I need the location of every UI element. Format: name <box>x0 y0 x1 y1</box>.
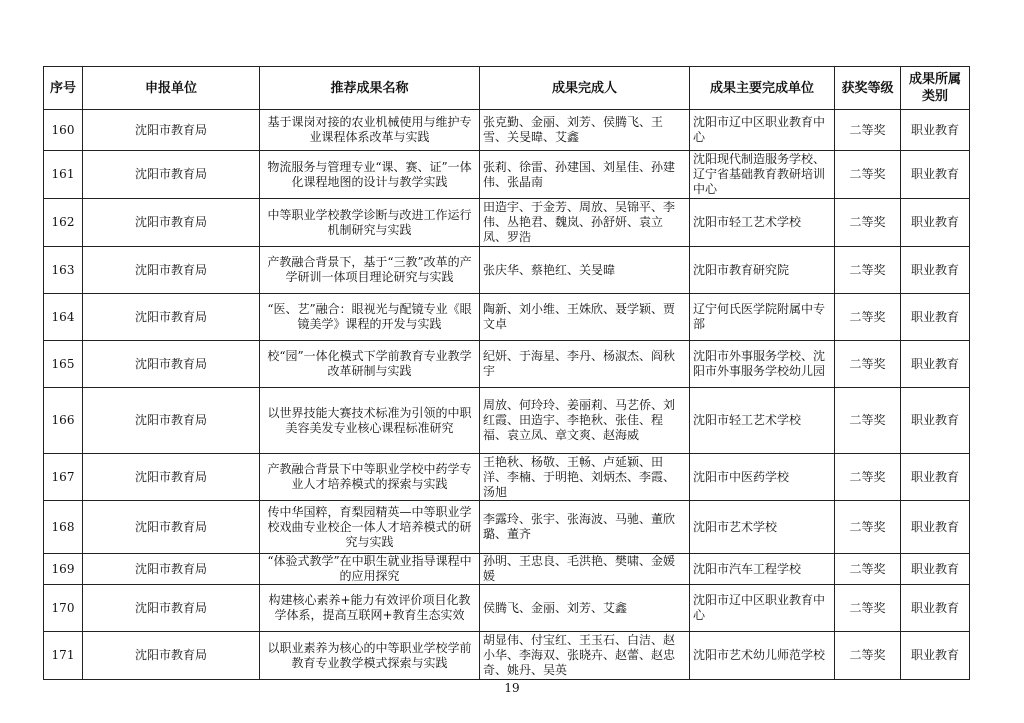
row-unit: 沈阳市教育局 <box>83 632 260 680</box>
row-organization: 沈阳现代制造服务学校、辽宁省基础教育教研培训中心 <box>690 151 835 199</box>
row-category: 职业教育 <box>901 294 970 341</box>
row-category: 职业教育 <box>901 199 970 247</box>
row-achievement-name: “医、艺”融合：眼视光与配镜专业《眼镜美学》课程的开发与实践 <box>260 294 480 341</box>
row-organization: 沈阳市中医药学校 <box>690 454 835 501</box>
row-category: 职业教育 <box>901 454 970 501</box>
page-number: 19 <box>504 681 520 695</box>
row-unit: 沈阳市教育局 <box>83 454 260 501</box>
row-number: 170 <box>44 585 83 632</box>
row-category: 职业教育 <box>901 151 970 199</box>
row-achievement-name: 基于课岗对接的农业机械使用与维护专业课程体系改革与实践 <box>260 110 480 151</box>
row-award-level: 二等奖 <box>835 151 901 199</box>
table-row <box>44 247 970 294</box>
row-unit: 沈阳市教育局 <box>83 388 260 454</box>
row-unit: 沈阳市教育局 <box>83 294 260 341</box>
row-award-level: 二等奖 <box>835 632 901 680</box>
row-organization: 辽宁何氏医学院附属中专部 <box>690 294 835 341</box>
table-row <box>44 554 970 585</box>
row-organization: 沈阳市轻工艺术学校 <box>690 388 835 454</box>
row-people: 胡显伟、付宝红、王玉石、白洁、赵小华、李海双、张晓卉、赵蕾、赵忠奇、姚丹、吴英 <box>480 632 690 680</box>
header-organization: 成果主要完成单位 <box>690 67 835 110</box>
row-unit: 沈阳市教育局 <box>83 341 260 388</box>
header-achievement-name: 推荐成果名称 <box>260 67 480 110</box>
row-organization: 沈阳市艺术学校 <box>690 501 835 554</box>
row-achievement-name: 产教融合背景下，基于“三教”改革的产学研训一体项目理论研究与实践 <box>260 247 480 294</box>
table-row <box>44 110 970 151</box>
row-people: 纪妍、于海星、李丹、杨淑杰、阎秋宇 <box>480 341 690 388</box>
row-unit: 沈阳市教育局 <box>83 554 260 585</box>
row-award-level: 二等奖 <box>835 110 901 151</box>
row-people: 孙明、王忠良、毛洪艳、樊啸、金媛媛 <box>480 554 690 585</box>
table-row <box>44 341 970 388</box>
header-award-level: 获奖等级 <box>835 67 901 110</box>
row-organization: 沈阳市辽中区职业教育中心 <box>690 585 835 632</box>
row-category: 职业教育 <box>901 388 970 454</box>
row-unit: 沈阳市教育局 <box>83 151 260 199</box>
row-organization: 沈阳市教育研究院 <box>690 247 835 294</box>
row-number: 167 <box>44 454 83 501</box>
row-category: 职业教育 <box>901 585 970 632</box>
row-achievement-name: “体验式教学”在中职生就业指导课程中的应用探究 <box>260 554 480 585</box>
row-award-level: 二等奖 <box>835 199 901 247</box>
row-people: 张克勤、金丽、刘芳、侯腾飞、王雪、关旻暐、艾鑫 <box>480 110 690 151</box>
row-number: 160 <box>44 110 83 151</box>
row-number: 165 <box>44 341 83 388</box>
award-table <box>43 66 970 680</box>
table-row <box>44 151 970 199</box>
row-category: 职业教育 <box>901 341 970 388</box>
row-category: 职业教育 <box>901 110 970 151</box>
row-people: 李露玲、张宇、张海波、马驰、董欣璐、董齐 <box>480 501 690 554</box>
row-category: 职业教育 <box>901 247 970 294</box>
row-award-level: 二等奖 <box>835 585 901 632</box>
row-achievement-name: 物流服务与管理专业“课、赛、证”一体化课程地图的设计与教学实践 <box>260 151 480 199</box>
row-people: 陶新、刘小维、王姝欣、聂学颖、贾文卓 <box>480 294 690 341</box>
row-award-level: 二等奖 <box>835 388 901 454</box>
row-achievement-name: 产教融合背景下中等职业学校中药学专业人才培养模式的探索与实践 <box>260 454 480 501</box>
table-row <box>44 501 970 554</box>
row-unit: 沈阳市教育局 <box>83 110 260 151</box>
row-number: 161 <box>44 151 83 199</box>
table-row <box>44 454 970 501</box>
header-category-label: 成果所属类别 <box>908 72 961 104</box>
row-award-level: 二等奖 <box>835 454 901 501</box>
table-row <box>44 585 970 632</box>
row-organization: 沈阳市汽车工程学校 <box>690 554 835 585</box>
row-award-level: 二等奖 <box>835 554 901 585</box>
row-achievement-name: 传中华国粹，育梨园精英—中等职业学校戏曲专业校企一体人才培养模式的研究与实践 <box>260 501 480 554</box>
row-organization: 沈阳市外事服务学校、沈阳市外事服务学校幼儿园 <box>690 341 835 388</box>
row-achievement-name: 以职业素养为核心的中等职业学校学前教育专业教学模式探索与实践 <box>260 632 480 680</box>
row-people: 张庆华、蔡艳红、关旻暐 <box>480 247 690 294</box>
row-organization: 沈阳市轻工艺术学校 <box>690 199 835 247</box>
table-body <box>44 110 970 680</box>
row-people: 张莉、徐雷、孙建国、刘星佳、孙建伟、张晶南 <box>480 151 690 199</box>
row-achievement-name: 构建核心素养+能力有效评价项目化教学体系，提高互联网+教育生态实效 <box>260 585 480 632</box>
header-category <box>901 67 970 110</box>
row-unit: 沈阳市教育局 <box>83 247 260 294</box>
row-people: 田造宇、于金芳、周放、吴锦平、李伟、丛艳君、魏岚、孙舒妍、袁立凤、罗浩 <box>480 199 690 247</box>
row-award-level: 二等奖 <box>835 294 901 341</box>
row-achievement-name: 校“园”一体化模式下学前教育专业教学改革研制与实践 <box>260 341 480 388</box>
row-people: 王艳秋、杨敬、王畅、卢延颖、田洋、李楠、于明艳、刘炳杰、李霞、汤旭 <box>480 454 690 501</box>
row-award-level: 二等奖 <box>835 341 901 388</box>
table-row <box>44 388 970 454</box>
row-category: 职业教育 <box>901 554 970 585</box>
row-number: 171 <box>44 632 83 680</box>
header-unit: 申报单位 <box>83 67 260 110</box>
row-number: 168 <box>44 501 83 554</box>
row-number: 166 <box>44 388 83 454</box>
row-number: 162 <box>44 199 83 247</box>
row-award-level: 二等奖 <box>835 247 901 294</box>
row-unit: 沈阳市教育局 <box>83 501 260 554</box>
row-category: 职业教育 <box>901 632 970 680</box>
row-unit: 沈阳市教育局 <box>83 199 260 247</box>
header-row <box>44 67 970 110</box>
row-people: 侯腾飞、金丽、刘芳、艾鑫 <box>480 585 690 632</box>
table-row <box>44 632 970 680</box>
row-organization: 沈阳市艺术幼儿师范学校 <box>690 632 835 680</box>
row-achievement-name: 以世界技能大赛技术标准为引领的中职美容美发专业核心课程标准研究 <box>260 388 480 454</box>
row-unit: 沈阳市教育局 <box>83 585 260 632</box>
row-number: 163 <box>44 247 83 294</box>
row-category: 职业教育 <box>901 501 970 554</box>
header-people: 成果完成人 <box>480 67 690 110</box>
row-people: 周放、何玲玲、姜丽莉、马艺侨、刘红霞、田造宇、李艳秋、张佳、程福、袁立凤、章文爽、赵海威 <box>480 388 690 454</box>
row-award-level: 二等奖 <box>835 501 901 554</box>
row-number: 164 <box>44 294 83 341</box>
table-row <box>44 199 970 247</box>
row-number: 169 <box>44 554 83 585</box>
header-number: 序号 <box>44 67 83 110</box>
row-achievement-name: 中等职业学校教学诊断与改进工作运行机制研究与实践 <box>260 199 480 247</box>
row-organization: 沈阳市辽中区职业教育中心 <box>690 110 835 151</box>
table-row <box>44 294 970 341</box>
